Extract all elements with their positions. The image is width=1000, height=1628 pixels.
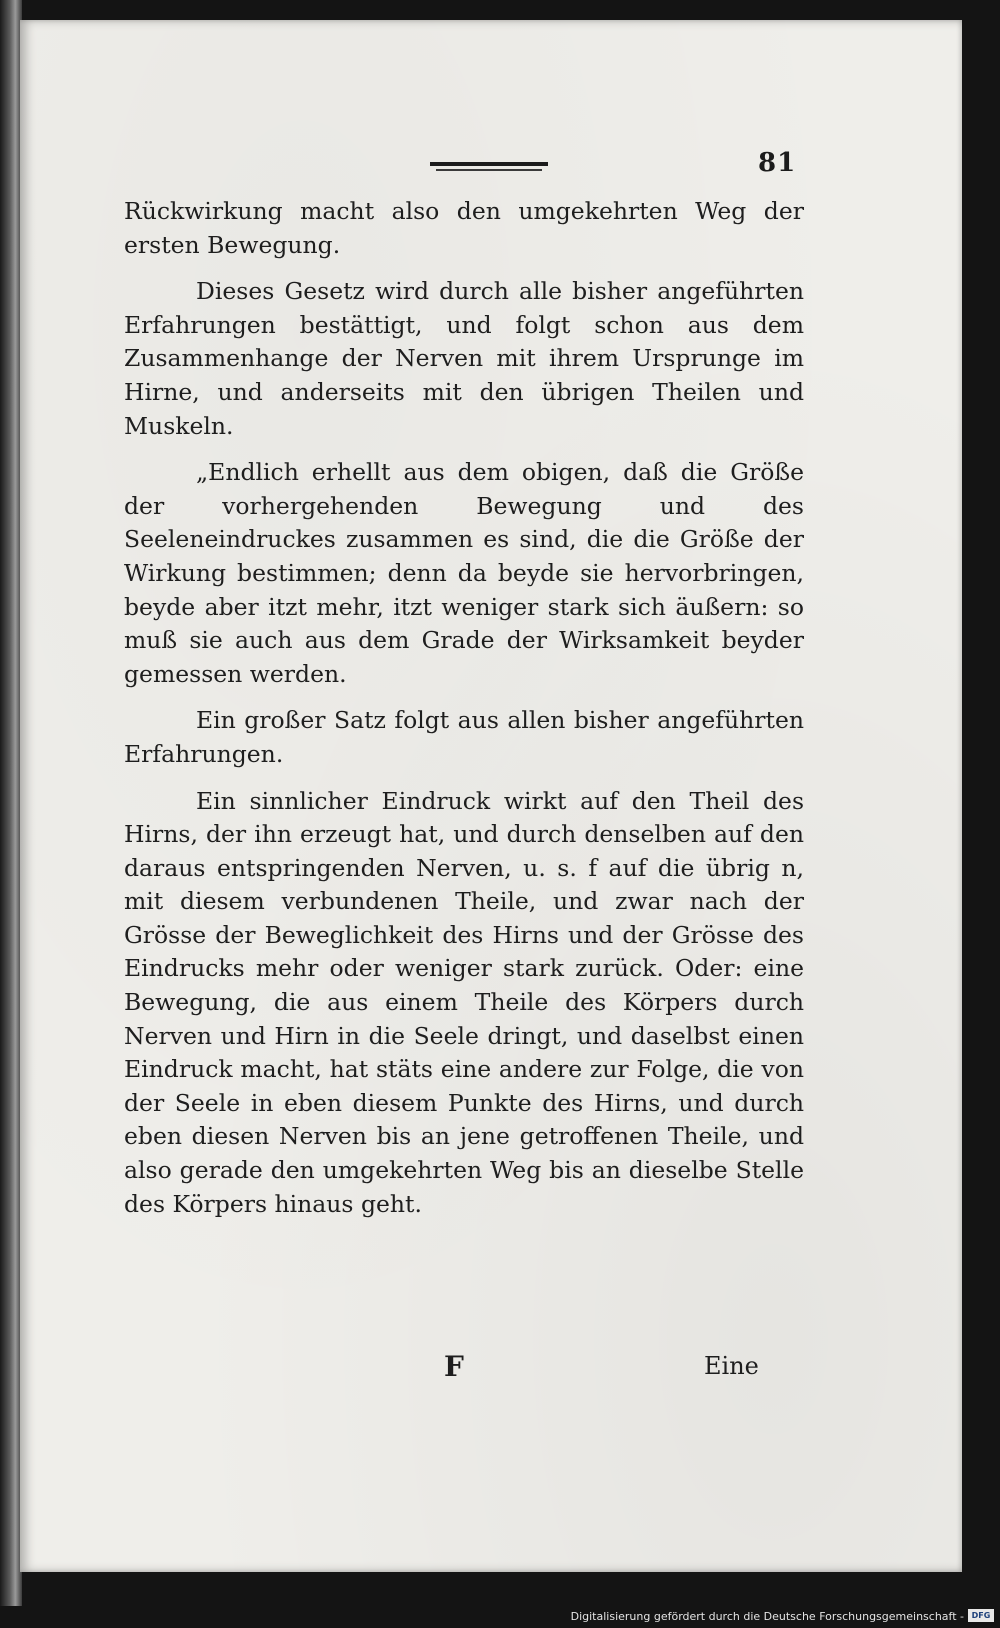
book-binding-edge bbox=[0, 0, 22, 1628]
page-body bbox=[124, 195, 804, 1221]
paragraph-continued: Rückwirkung macht also den umgekehrten Weg der ersten Bewegung. bbox=[124, 197, 804, 259]
paragraph-main: Ein sinnlicher Eindruck wirkt auf den Theil des Hirns, der ihn erzeugt hat, und durch denselben auf den daraus entspringenden Nerven, u. s. f auf die übrig n, mit diesem verbundenen Theile, und zwar nach der Grösse der Beweglichkeit des Hirns und der Grösse des Eindrucks mehr oder weniger stark zurück. Oder: eine Bewegung, die aus einem Theile des Körpers durch Nerven und Hirn in die Seele dringt, und daselbst einen Eindruck macht, hat stäts eine andere zur Folge, die von der Seele in eben diesem Punkte des Hirns, und durch eben diesen Nerven bis an jene getroffenen Theile, und also gerade den umgekehrten Weg bis an dieselbe Stelle des Körpers hinaus geht. bbox=[124, 786, 804, 1218]
paragraph-quote: „Endlich erhellt aus dem obigen, daß die Größe der vorhergehenden Bewegung und des Seeleneindruckes zusammen es sind, die die Größe der Wirkung bestimmen; denn da beyde sie hervorbringen, beyde aber itzt mehr, itzt weniger stark sich äußern: so muß sie auch aus dem Grade der Wirksamkeit beyder gemessen werden. bbox=[124, 458, 804, 688]
header-rule bbox=[430, 162, 548, 172]
dfg-logo: DFG bbox=[968, 1609, 994, 1622]
catchword: Eine bbox=[704, 1352, 759, 1380]
signature-mark: F bbox=[444, 1350, 464, 1383]
paragraph-law: Dieses Gesetz wird durch alle bisher angeführten Erfahrungen bestättigt, und folgt schon aus dem Zusammenhange der Nerven mit ihrem Ursprunge im Hirne, und anderseits mit den übrigen Theilen und Muskeln. bbox=[124, 277, 804, 440]
paragraph-proposition: Ein großer Satz folgt aus allen bisher angeführten Erfahrungen. bbox=[124, 706, 804, 768]
digitization-credit: Digitalisierung gefördert durch die Deutsche Forschungsgemeinschaft - bbox=[570, 1610, 964, 1623]
page-number: 81 bbox=[758, 148, 797, 178]
